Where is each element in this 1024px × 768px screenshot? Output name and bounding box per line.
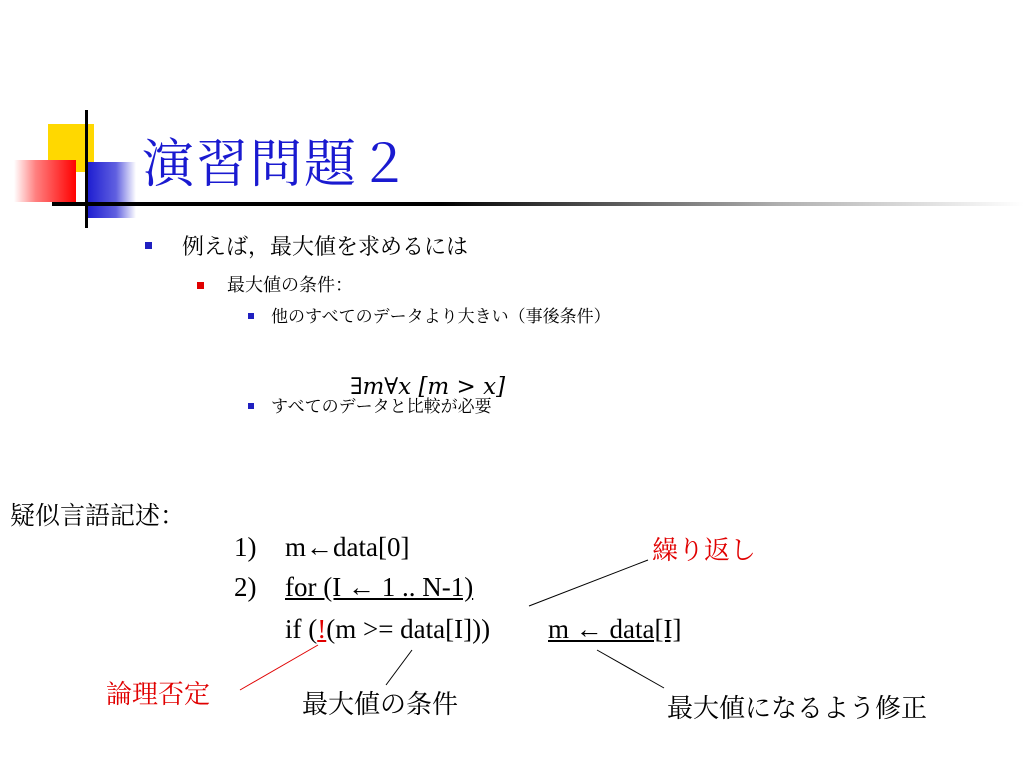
code-line1-number: 1) xyxy=(234,532,257,562)
bullet-level1: 例えば，最大値を求めるには xyxy=(182,235,469,260)
pseudocode-label: 疑似言語記述： xyxy=(10,501,186,530)
pointer-line-max-condition xyxy=(386,650,412,685)
code-if-keyword: if ( xyxy=(285,614,318,644)
code-line1: m←data[0] xyxy=(285,532,410,562)
annotation-repeat: 繰り返し xyxy=(652,536,757,566)
bullet-level3-postcondition: 他のすべてのデータより大きい（事後条件） xyxy=(271,307,611,327)
code-condition: (m >= data[I])) xyxy=(326,614,491,644)
annotation-fix-to-max: 最大値になるよう修正 xyxy=(667,694,928,724)
slide-title: 演習問題２ xyxy=(142,135,413,195)
pointer-line-fix xyxy=(597,650,664,688)
bullet-level3-compare: すべてのデータと比較が必要 xyxy=(271,397,492,417)
code-not-operator: ! xyxy=(317,614,327,644)
pointer-line-repeat xyxy=(529,560,648,606)
code-line2-number: 2) xyxy=(234,572,257,602)
annotation-logical-not: 論理否定 xyxy=(106,680,211,710)
code-line3-body: m ← data[I] xyxy=(548,614,682,644)
annotation-max-condition: 最大値の条件 xyxy=(302,690,459,720)
code-line2-for-loop: for (I ← 1 .. N-1) xyxy=(285,572,474,602)
logic-formula: ∃m∀x [m > x] xyxy=(350,374,506,400)
bullet-level2: 最大値の条件： xyxy=(227,275,353,296)
